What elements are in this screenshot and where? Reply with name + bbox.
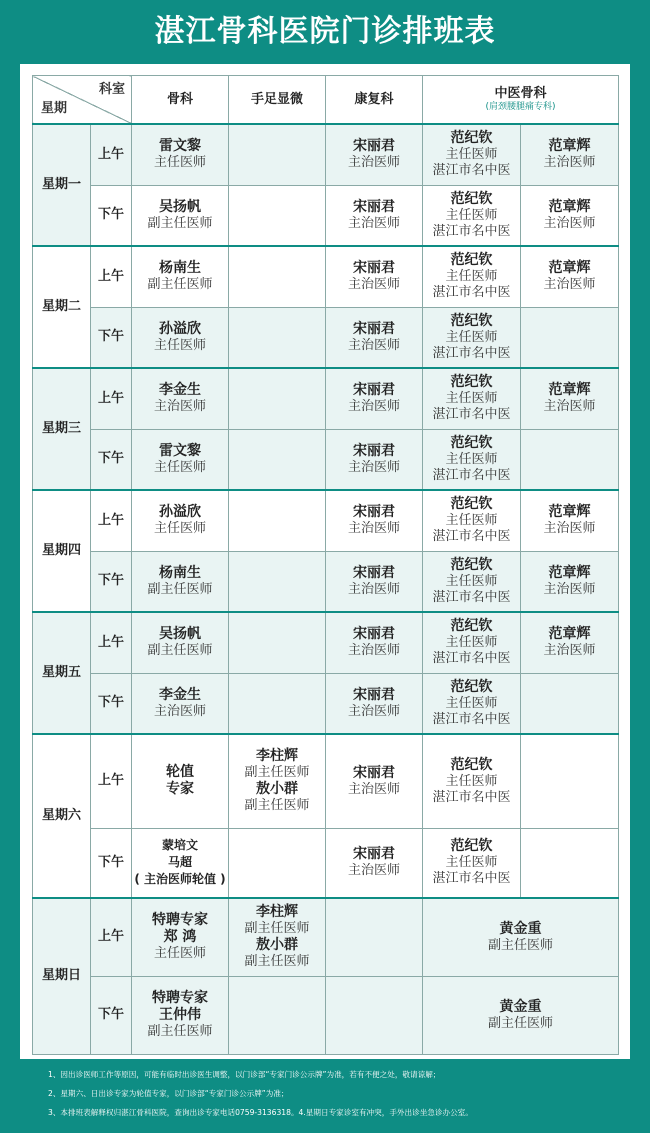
tcm-cell-2 (521, 307, 619, 368)
doctor-name: 雷文黎 (159, 138, 201, 155)
doctor-honor: 湛江市名中医 (432, 223, 511, 239)
doctor-name: 宋丽君 (353, 320, 395, 337)
hand-cell (229, 673, 326, 734)
tcm-cell-2 (521, 490, 619, 551)
doctor-name: 蒙培文 (161, 838, 198, 853)
schedule-table (32, 75, 619, 1055)
period-label: 下午 (91, 307, 132, 368)
hand-cell (229, 307, 326, 368)
table-row (33, 246, 619, 307)
table-row (33, 612, 619, 673)
doctor-title: 副主任医师 (147, 1024, 213, 1039)
ortho-cell (132, 612, 229, 673)
page-title: 湛江骨科医院门诊排班表 (154, 14, 496, 49)
rehab-cell (326, 551, 423, 612)
tcm-cell-2 (521, 185, 619, 246)
doctor-name: 宋丽君 (353, 442, 395, 459)
tcm-cell-1 (423, 246, 521, 307)
ortho-cell (132, 429, 229, 490)
doctor-name: 宋丽君 (353, 138, 395, 155)
doctor-title: 主治医师 (347, 215, 400, 231)
doctor-name: 吴扬帆 (159, 198, 201, 215)
corner-dept-label: 科室 (98, 82, 125, 97)
doctor-title: 副主任医师 (147, 581, 213, 597)
ortho-cell (132, 124, 229, 185)
doctor-name: 宋丽君 (353, 504, 395, 521)
doctor-name: 范纪钦 (450, 678, 493, 695)
day-label: 星期三 (33, 368, 91, 490)
day-label: 星期六 (33, 734, 91, 898)
hand-cell (229, 246, 326, 307)
doctor-title: 主治医师 (153, 399, 206, 415)
rotation-note: ( 主治医师轮值 ) (134, 872, 226, 887)
doctor-name: 雷文黎 (159, 442, 201, 459)
doctor-name: 郑 鸿 (163, 929, 197, 946)
table-row (33, 490, 619, 551)
rehab-cell (326, 490, 423, 551)
doctor-name: 杨南生 (159, 564, 201, 581)
doctor-honor: 湛江市名中医 (432, 467, 511, 483)
rehab-cell (326, 976, 423, 1054)
doctor-name: 宋丽君 (353, 764, 395, 781)
table-row (33, 551, 619, 612)
dept-header-rehab: 康复科 (326, 76, 423, 125)
rehab-cell (326, 673, 423, 734)
doctor-title: 副主任医师 (244, 954, 310, 970)
doctor-title: 主治医师 (347, 337, 400, 353)
doctor-name: 李柱辉 (256, 748, 298, 765)
doctor-name: 范纪钦 (450, 496, 493, 513)
doctor-name: 范纪钦 (450, 312, 493, 329)
doctor-honor: 湛江市名中医 (432, 589, 511, 605)
doctor-title: 主治医师 (543, 215, 596, 231)
tcm-cell (423, 898, 619, 976)
tcm-cell-2 (521, 246, 619, 307)
note-line-2: 2、星期六、日出诊专家为轮值专家，以门诊部“专家门诊公示牌”为准； (48, 1089, 289, 1098)
corner-day-label: 星期 (41, 101, 68, 116)
doctor-title: 主任医师 (445, 391, 498, 407)
period-label: 下午 (91, 828, 132, 898)
doctor-name: 范纪钦 (450, 756, 493, 773)
tcm-cell-2 (521, 551, 619, 612)
period-label: 下午 (91, 673, 132, 734)
table-row (33, 307, 619, 368)
note-line-3: 3、本排班表解释权归湛江骨科医院，查询出诊专家电话0759-3136318。4.星期日专家诊室有冲突，手外出诊坐急诊办公室。 (48, 1108, 473, 1117)
rehab-cell (326, 307, 423, 368)
rehab-cell (326, 429, 423, 490)
doctor-title: 主任医师 (445, 695, 498, 711)
dept-header-tcm-label: 中医骨科 (494, 86, 547, 101)
doctor-honor: 湛江市名中医 (432, 871, 511, 887)
doctor-title: 主治医师 (347, 863, 400, 879)
period-label: 上午 (91, 124, 132, 185)
doctor-title: 主任医师 (445, 329, 498, 345)
period-label: 上午 (91, 898, 132, 976)
doctor-name: 范纪钦 (450, 618, 493, 635)
doctor-honor: 湛江市名中医 (432, 163, 511, 179)
day-label: 星期五 (33, 612, 91, 734)
period-label: 上午 (91, 734, 132, 828)
doctor-name: 王仲伟 (159, 1007, 201, 1023)
doctor-title: 副主任医师 (147, 215, 213, 231)
doctor-name: 范章辉 (548, 626, 591, 643)
rehab-cell (326, 734, 423, 828)
rehab-cell (326, 612, 423, 673)
hand-cell (229, 828, 326, 898)
table-row (33, 734, 619, 828)
period-label: 下午 (91, 429, 132, 490)
doctor-name: 黄金重 (499, 920, 542, 937)
doctor-title: 主任医师 (153, 521, 206, 537)
doctor-name: 宋丽君 (353, 260, 395, 277)
footer-notes (48, 1065, 628, 1122)
table-row (33, 368, 619, 429)
day-label: 星期二 (33, 246, 91, 368)
period-label: 上午 (91, 490, 132, 551)
doctor-name: 宋丽君 (353, 846, 395, 863)
hand-cell (229, 124, 326, 185)
doctor-name: 范章辉 (548, 260, 591, 277)
period-label: 下午 (91, 551, 132, 612)
tcm-cell-1 (423, 551, 521, 612)
doctor-title: 主任医师 (153, 459, 206, 475)
rehab-cell (326, 828, 423, 898)
tcm-cell-2 (521, 612, 619, 673)
doctor-title: 主治医师 (347, 703, 400, 719)
rotation-label: 轮值 (166, 764, 194, 781)
doctor-title: 主任医师 (153, 946, 206, 962)
doctor-name: 范纪钦 (450, 434, 493, 451)
doctor-title: 副主任医师 (147, 277, 213, 293)
dept-header-tcm-sub: (肩颈腰腿痛专科) (485, 102, 556, 112)
table-row (33, 828, 619, 898)
tcm-cell-1 (423, 368, 521, 429)
doctor-name: 孙溢欣 (159, 320, 201, 337)
doctor-name: 黄金重 (499, 998, 542, 1015)
rotation-label: 专家 (166, 781, 194, 798)
ortho-cell (132, 368, 229, 429)
ortho-cell (132, 307, 229, 368)
doctor-name: 宋丽君 (353, 382, 395, 399)
doctor-title: 主任医师 (445, 855, 498, 871)
hand-cell (229, 898, 326, 976)
doctor-name: 杨南生 (159, 260, 201, 277)
doctor-title: 主治医师 (347, 781, 400, 797)
dept-header-ortho: 骨科 (132, 76, 229, 125)
doctor-title: 主治医师 (543, 399, 596, 415)
expert-tag: 特聘专家 (152, 990, 208, 1006)
tcm-cell-1 (423, 673, 521, 734)
rehab-cell (326, 246, 423, 307)
doctor-title: 副主任医师 (487, 937, 553, 953)
table-row (33, 429, 619, 490)
doctor-title: 主任医师 (445, 573, 498, 589)
doctor-title: 主治医师 (543, 581, 596, 597)
table-row (33, 976, 619, 1054)
doctor-name: 范章辉 (548, 138, 591, 155)
day-label: 星期四 (33, 490, 91, 612)
doctor-name: 范纪钦 (450, 190, 493, 207)
tcm-cell-1 (423, 185, 521, 246)
doctor-title: 主治医师 (347, 399, 400, 415)
doctor-honor: 湛江市名中医 (432, 711, 511, 727)
doctor-honor: 湛江市名中医 (432, 285, 511, 301)
table-row (33, 124, 619, 185)
hand-cell (229, 734, 326, 828)
doctor-title: 主治医师 (543, 277, 596, 293)
doctor-title: 主治医师 (347, 643, 400, 659)
hand-cell (229, 490, 326, 551)
dept-header-tcm (423, 76, 619, 125)
rehab-cell (326, 185, 423, 246)
tcm-cell-1 (423, 490, 521, 551)
doctor-name: 范纪钦 (450, 130, 493, 147)
hand-cell (229, 185, 326, 246)
tcm-cell-1 (423, 307, 521, 368)
tcm-cell-2 (521, 734, 619, 828)
doctor-title: 主治医师 (543, 521, 596, 537)
doctor-title: 主治医师 (543, 155, 596, 171)
table-row (33, 673, 619, 734)
note-line-1: 1、因出诊医师工作等原因，可能有临时出诊医生调整，以门诊部“专家门诊公示牌”为准，若有不便之处，敬请谅解； (48, 1070, 441, 1079)
doctor-name: 马超 (167, 855, 192, 870)
ortho-cell (132, 898, 229, 976)
doctor-name: 李金生 (159, 382, 201, 399)
doctor-name: 宋丽君 (353, 198, 395, 215)
tcm-cell (423, 976, 619, 1054)
ortho-cell (132, 673, 229, 734)
period-label: 上午 (91, 368, 132, 429)
doctor-title: 主治医师 (347, 459, 400, 475)
doctor-honor: 湛江市名中医 (432, 345, 511, 361)
tcm-cell-1 (423, 612, 521, 673)
doctor-title: 主任医师 (445, 269, 498, 285)
doctor-name: 吴扬帆 (159, 626, 201, 643)
doctor-title: 副主任医师 (244, 921, 310, 937)
doctor-honor: 湛江市名中医 (432, 651, 511, 667)
ortho-cell (132, 246, 229, 307)
table-row (33, 185, 619, 246)
doctor-title: 主治医师 (153, 703, 206, 719)
day-label: 星期日 (33, 898, 91, 1054)
period-label: 下午 (91, 976, 132, 1054)
doctor-title: 主治医师 (347, 155, 400, 171)
hand-cell (229, 429, 326, 490)
tcm-cell-2 (521, 673, 619, 734)
doctor-name: 宋丽君 (353, 626, 395, 643)
tcm-cell-1 (423, 828, 521, 898)
doctor-name: 敖小群 (256, 781, 298, 798)
doctor-name: 范章辉 (548, 504, 591, 521)
doctor-title: 主治医师 (543, 643, 596, 659)
doctor-name: 范章辉 (548, 198, 591, 215)
doctor-title: 主治医师 (347, 277, 400, 293)
doctor-title: 主任医师 (445, 207, 498, 223)
schedule-sheet (20, 64, 630, 1059)
rehab-cell (326, 124, 423, 185)
rehab-cell (326, 368, 423, 429)
period-label: 下午 (91, 185, 132, 246)
doctor-title: 副主任医师 (487, 1015, 553, 1031)
doctor-title: 主任医师 (153, 337, 206, 353)
doctor-honor: 湛江市名中医 (432, 407, 511, 423)
doctor-title: 主任医师 (445, 773, 498, 789)
dept-header-hand: 手足显微 (229, 76, 326, 125)
doctor-name: 范纪钦 (450, 374, 493, 391)
doctor-name: 宋丽君 (353, 686, 395, 703)
doctor-name: 李柱辉 (256, 904, 298, 921)
day-label: 星期一 (33, 124, 91, 246)
doctor-name: 范章辉 (548, 382, 591, 399)
hand-cell (229, 551, 326, 612)
tcm-cell-1 (423, 734, 521, 828)
expert-tag: 特聘专家 (152, 912, 208, 929)
doctor-name: 范纪钦 (450, 556, 493, 573)
corner-header (33, 76, 132, 125)
period-label: 上午 (91, 612, 132, 673)
hand-cell (229, 976, 326, 1054)
tcm-cell-1 (423, 124, 521, 185)
hand-cell (229, 612, 326, 673)
doctor-title: 副主任医师 (244, 798, 310, 814)
doctor-title: 主治医师 (347, 581, 400, 597)
doctor-name: 敖小群 (256, 937, 298, 954)
ortho-cell (132, 734, 229, 828)
doctor-title: 主任医师 (153, 155, 206, 171)
doctor-honor: 湛江市名中医 (432, 529, 511, 545)
doctor-title: 副主任医师 (147, 643, 213, 659)
doctor-name: 范纪钦 (450, 252, 493, 269)
doctor-honor: 湛江市名中医 (432, 789, 511, 805)
ortho-cell (132, 490, 229, 551)
ortho-cell (132, 185, 229, 246)
hand-cell (229, 368, 326, 429)
doctor-title: 主任医师 (445, 513, 498, 529)
doctor-title: 副主任医师 (244, 765, 310, 781)
tcm-cell-2 (521, 828, 619, 898)
doctor-name: 宋丽君 (353, 564, 395, 581)
doctor-name: 范纪钦 (450, 838, 493, 855)
table-row (33, 898, 619, 976)
rehab-cell (326, 898, 423, 976)
doctor-name: 孙溢欣 (159, 504, 201, 521)
ortho-cell (132, 976, 229, 1054)
tcm-cell-2 (521, 124, 619, 185)
doctor-title: 主任医师 (445, 147, 498, 163)
ortho-cell (132, 551, 229, 612)
tcm-cell-2 (521, 368, 619, 429)
doctor-title: 主任医师 (445, 635, 498, 651)
ortho-cell (132, 828, 229, 898)
doctor-title: 主任医师 (445, 451, 498, 467)
period-label: 上午 (91, 246, 132, 307)
doctor-name: 李金生 (159, 686, 201, 703)
tcm-cell-2 (521, 429, 619, 490)
doctor-title: 主治医师 (347, 521, 400, 537)
doctor-name: 范章辉 (548, 564, 591, 581)
tcm-cell-1 (423, 429, 521, 490)
